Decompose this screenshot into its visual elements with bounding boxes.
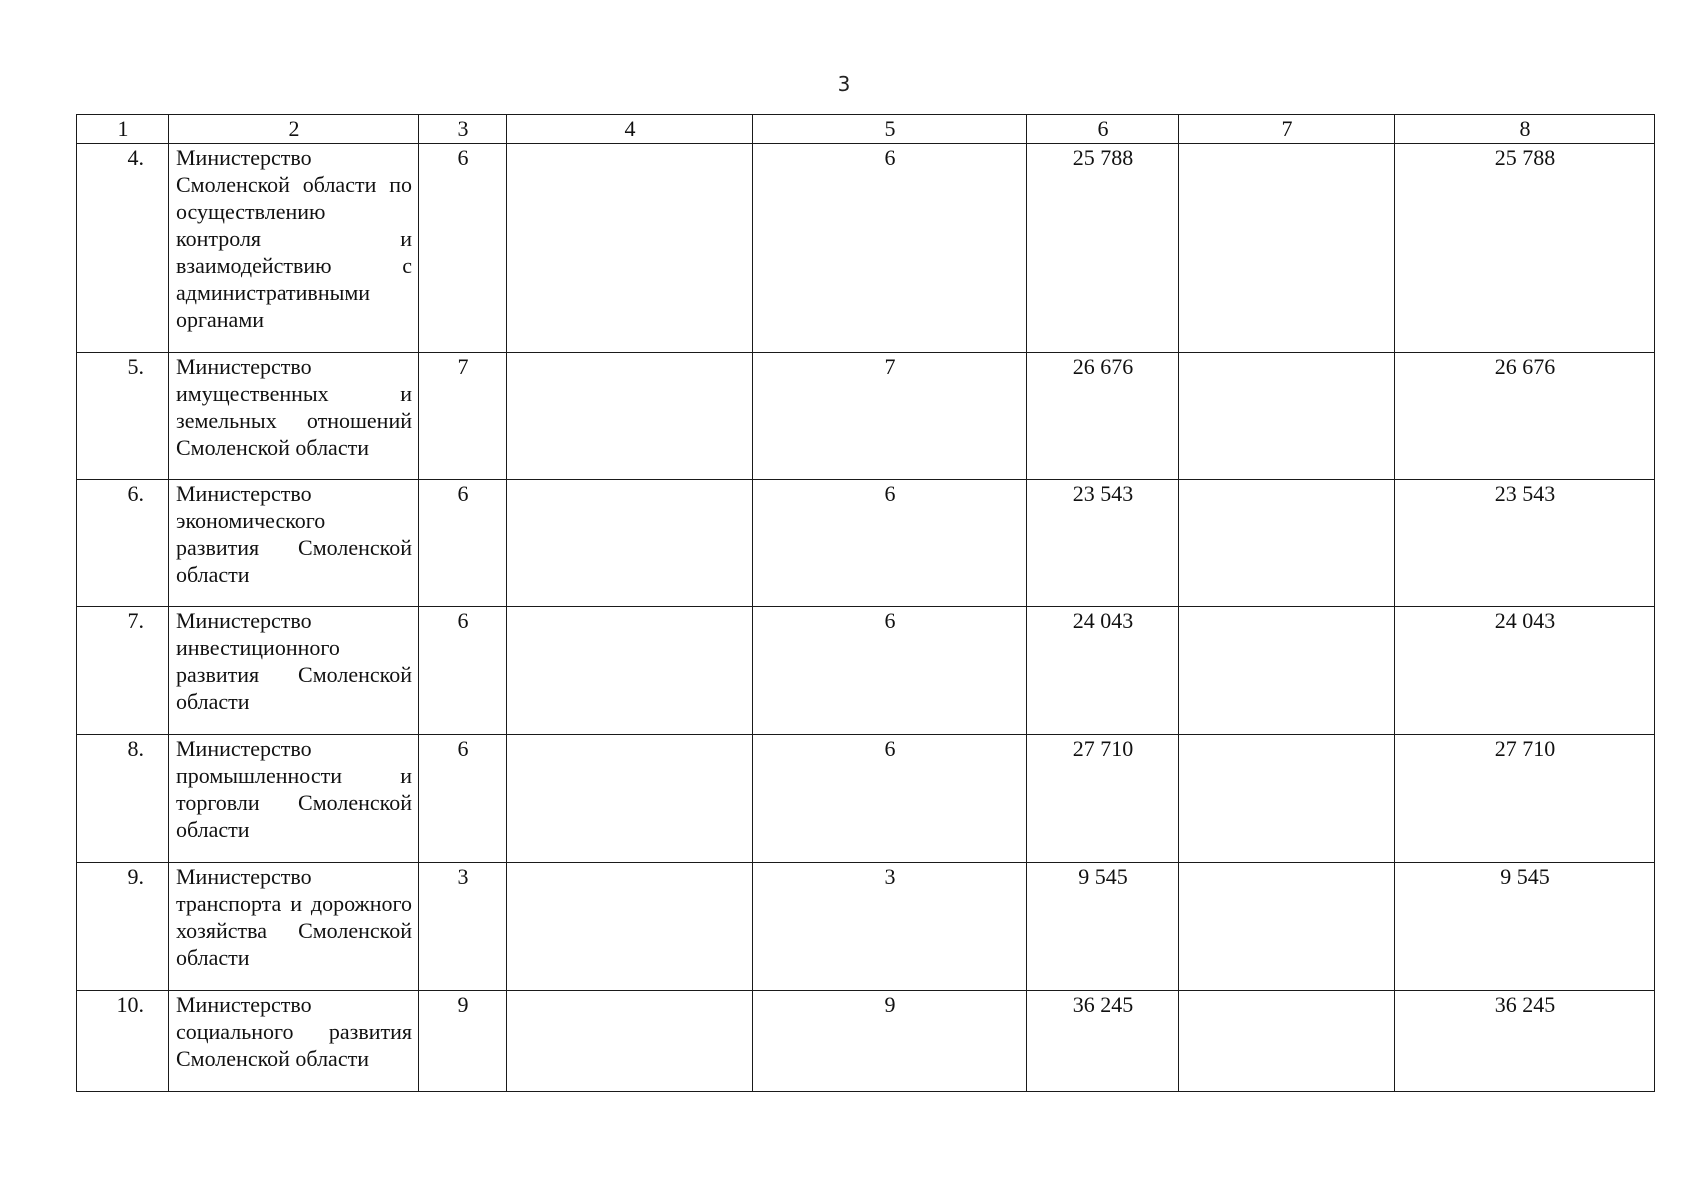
row-number: 8. — [77, 735, 169, 863]
column-header-1: 1 — [77, 115, 169, 144]
header-row — [77, 115, 1655, 144]
table-row — [77, 863, 1655, 991]
cell-col-6: 26 676 — [1027, 353, 1179, 480]
cell-col-5: 7 — [753, 353, 1027, 480]
ministry-name: Министерство экономического развития Смоленской области — [169, 480, 419, 607]
cell-col-7 — [1179, 735, 1395, 863]
cell-col-6: 25 788 — [1027, 144, 1179, 353]
cell-col-8: 27 710 — [1395, 735, 1655, 863]
ministry-name: Министерство транспорта и дорожного хозяйства Смоленской области — [169, 863, 419, 991]
cell-col-8: 9 545 — [1395, 863, 1655, 991]
page-number: 3 — [837, 72, 851, 96]
column-header-7: 7 — [1179, 115, 1395, 144]
cell-col-7 — [1179, 144, 1395, 353]
ministry-name: Министерство инвестиционного развития Смоленской области — [169, 607, 419, 735]
table-row — [77, 144, 1655, 353]
cell-col-7 — [1179, 863, 1395, 991]
cell-col-8: 23 543 — [1395, 480, 1655, 607]
ministry-name: Министерство Смоленской области по осуществлению контроля и взаимодействию с административными органами — [169, 144, 419, 353]
cell-col-7 — [1179, 991, 1395, 1092]
column-header-5: 5 — [753, 115, 1027, 144]
cell-col-5: 6 — [753, 607, 1027, 735]
cell-col-3: 9 — [419, 991, 507, 1092]
cell-col-4 — [507, 607, 753, 735]
cell-col-4 — [507, 863, 753, 991]
row-number: 7. — [77, 607, 169, 735]
table-row — [77, 735, 1655, 863]
data-table — [76, 114, 1655, 1092]
cell-col-5: 3 — [753, 863, 1027, 991]
table-row — [77, 480, 1655, 607]
table-row — [77, 353, 1655, 480]
ministry-name: Министерство имущественных и земельных отношений Смоленской области — [169, 353, 419, 480]
cell-col-8: 36 245 — [1395, 991, 1655, 1092]
cell-col-4 — [507, 480, 753, 607]
column-header-8: 8 — [1395, 115, 1655, 144]
column-header-3: 3 — [419, 115, 507, 144]
ministry-name: Министерство социального развития Смоленской области — [169, 991, 419, 1092]
cell-col-6: 36 245 — [1027, 991, 1179, 1092]
column-header-6: 6 — [1027, 115, 1179, 144]
cell-col-8: 24 043 — [1395, 607, 1655, 735]
table-row — [77, 991, 1655, 1092]
cell-col-7 — [1179, 353, 1395, 480]
cell-col-6: 23 543 — [1027, 480, 1179, 607]
row-number: 4. — [77, 144, 169, 353]
cell-col-6: 24 043 — [1027, 607, 1179, 735]
row-number: 10. — [77, 991, 169, 1092]
cell-col-5: 6 — [753, 144, 1027, 353]
cell-col-3: 6 — [419, 607, 507, 735]
row-number: 9. — [77, 863, 169, 991]
cell-col-3: 3 — [419, 863, 507, 991]
cell-col-7 — [1179, 480, 1395, 607]
table-row — [77, 607, 1655, 735]
cell-col-7 — [1179, 607, 1395, 735]
row-number: 6. — [77, 480, 169, 607]
column-header-4: 4 — [507, 115, 753, 144]
cell-col-4 — [507, 144, 753, 353]
row-number: 5. — [77, 353, 169, 480]
cell-col-3: 7 — [419, 353, 507, 480]
cell-col-6: 27 710 — [1027, 735, 1179, 863]
cell-col-3: 6 — [419, 735, 507, 863]
cell-col-4 — [507, 735, 753, 863]
cell-col-3: 6 — [419, 144, 507, 353]
cell-col-4 — [507, 991, 753, 1092]
cell-col-5: 6 — [753, 735, 1027, 863]
cell-col-8: 26 676 — [1395, 353, 1655, 480]
cell-col-5: 6 — [753, 480, 1027, 607]
cell-col-6: 9 545 — [1027, 863, 1179, 991]
cell-col-4 — [507, 353, 753, 480]
cell-col-5: 9 — [753, 991, 1027, 1092]
ministry-name: Министерство промышленности и торговли Смоленской области — [169, 735, 419, 863]
cell-col-3: 6 — [419, 480, 507, 607]
column-header-2: 2 — [169, 115, 419, 144]
cell-col-8: 25 788 — [1395, 144, 1655, 353]
